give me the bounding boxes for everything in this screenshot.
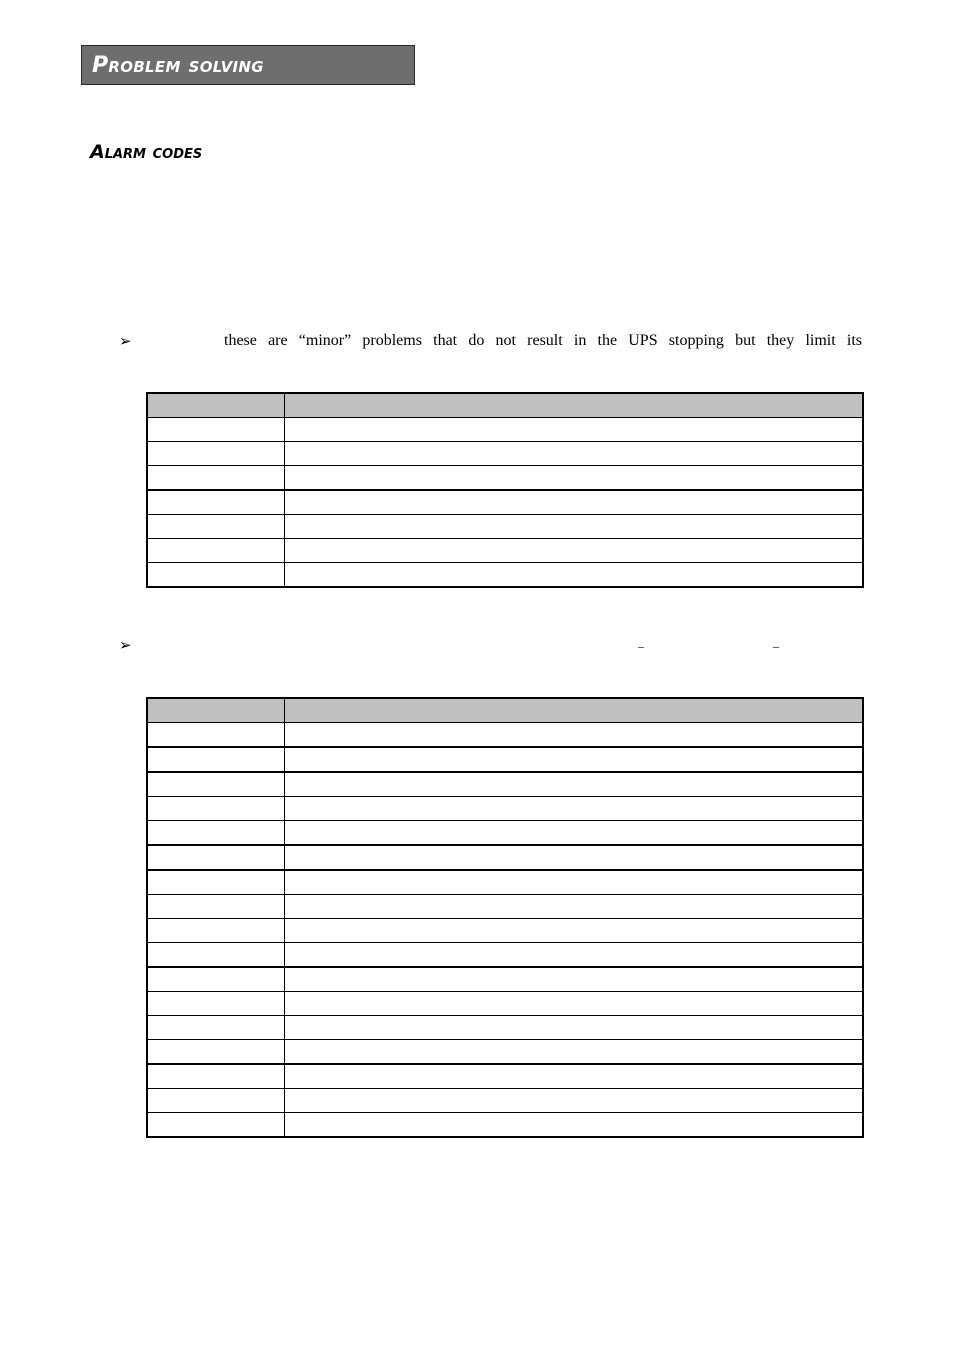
table-row [147,1089,863,1113]
cell-description [284,943,863,968]
cell-code [147,870,284,895]
cell-description [284,992,863,1016]
table-row [147,870,863,895]
cell-code [147,992,284,1016]
cell-code [147,442,284,466]
table-row [147,919,863,943]
cell-description [284,723,863,748]
cell-description [284,442,863,466]
table-row [147,1040,863,1065]
table-row [147,1016,863,1040]
cell-description [284,515,863,539]
cell-description [284,919,863,943]
cell-description [284,845,863,870]
table-header-row [147,698,863,723]
major-alarms-table [146,697,864,1138]
column-header-code [147,393,284,418]
table-row [147,992,863,1016]
cell-code [147,845,284,870]
cell-description [284,797,863,821]
cell-description [284,772,863,797]
minor-alarms-table [146,392,864,588]
cell-description [284,870,863,895]
table-row [147,490,863,515]
dash-mark: – [773,639,779,653]
table-row [147,418,863,442]
arrow-bullet-icon: ➢ [119,334,132,350]
cell-code [147,563,284,588]
cell-description [284,821,863,846]
table-row [147,797,863,821]
cell-description [284,1040,863,1065]
column-header-description [284,393,863,418]
cell-code [147,943,284,968]
table-row [147,747,863,772]
table-row [147,723,863,748]
column-header-description [284,698,863,723]
cell-code [147,797,284,821]
table-row [147,943,863,968]
table-row [147,895,863,919]
cell-code [147,821,284,846]
cell-code [147,895,284,919]
cell-code [147,466,284,491]
cell-code [147,1064,284,1089]
cell-description [284,1016,863,1040]
cell-code [147,1016,284,1040]
cell-code [147,1113,284,1138]
cell-description [284,967,863,992]
minor-alarms-description: these are “minor” problems that do not result in the UPS stopping but they limit its [224,332,862,349]
dash-mark: – [638,639,644,653]
subsection-title: Alarm codes [90,141,203,163]
cell-code [147,723,284,748]
cell-description [284,1064,863,1089]
table-row [147,967,863,992]
cell-code [147,515,284,539]
table-row [147,1064,863,1089]
table-row [147,563,863,588]
cell-code [147,1089,284,1113]
cell-code [147,772,284,797]
cell-code [147,418,284,442]
arrow-bullet-icon: ➢ [119,638,132,654]
cell-code [147,1040,284,1065]
table-row [147,515,863,539]
cell-code [147,539,284,563]
cell-code [147,747,284,772]
cell-code [147,967,284,992]
cell-description [284,1113,863,1138]
cell-description [284,539,863,563]
table-header-row [147,393,863,418]
cell-description [284,1089,863,1113]
table-row [147,442,863,466]
cell-description [284,747,863,772]
table-row [147,466,863,491]
column-header-code [147,698,284,723]
table-row [147,1113,863,1138]
table-row [147,772,863,797]
table-row [147,539,863,563]
table-row [147,821,863,846]
cell-code [147,490,284,515]
cell-description [284,895,863,919]
table-row [147,845,863,870]
cell-code [147,919,284,943]
page-title: Problem solving [92,53,264,78]
cell-description [284,490,863,515]
cell-description [284,563,863,588]
cell-description [284,418,863,442]
section-banner [81,45,415,85]
cell-description [284,466,863,491]
